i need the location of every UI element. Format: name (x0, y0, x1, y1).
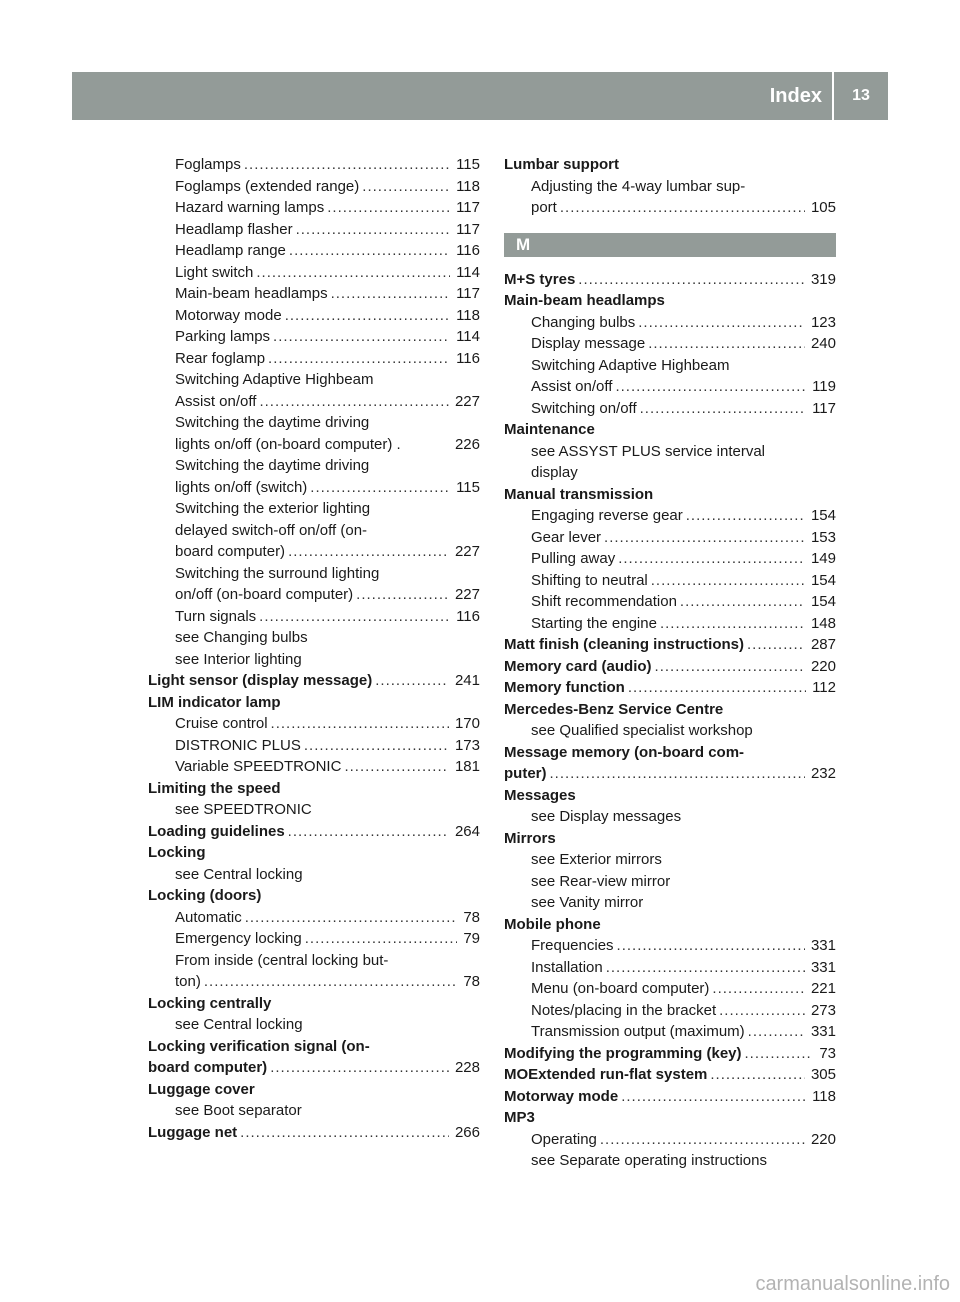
index-subentry (504, 548, 836, 570)
dot-leader (285, 305, 450, 327)
entry-text: Notes/placing in the bracket (531, 1001, 717, 1019)
page-reference: 79 (463, 930, 480, 947)
page-reference: 226 (454, 435, 480, 453)
dot-leader (288, 541, 449, 563)
entry-text: Manual transmission (504, 485, 654, 503)
page-reference: 228 (454, 1059, 480, 1076)
dot-leader (304, 735, 449, 757)
entry-text: ton) (175, 973, 201, 990)
dot-leader (271, 713, 449, 735)
dot-leader (245, 907, 458, 929)
index-subentry (504, 527, 836, 549)
entry-text: Luggage net (148, 1123, 238, 1141)
entry-text: display (531, 464, 578, 481)
entry-text: Headlamp range (175, 242, 286, 259)
page-reference: 149 (810, 550, 836, 567)
index-entry (148, 885, 480, 907)
entry-text: MOExtended run-flat system (504, 1066, 708, 1083)
index-entry (504, 1086, 836, 1108)
index-entry (148, 1036, 480, 1058)
index-subentry (148, 197, 480, 219)
page-reference: 118 (812, 1087, 836, 1105)
entry-text: Foglamps (175, 156, 241, 173)
entry-text: Turn signals (175, 607, 257, 625)
entry-text: Main-beam headlamps (504, 292, 665, 309)
entry-text: Rear foglamp (175, 349, 266, 367)
entry-text: Emergency locking (175, 930, 302, 947)
index-entry (504, 677, 836, 699)
entry-text: Variable SPEEDTRONIC (175, 758, 342, 775)
watermark: carmanualsonline.info (755, 1273, 950, 1295)
dot-leader (560, 197, 805, 219)
dot-leader (331, 283, 451, 305)
section-heading-m: M (504, 233, 836, 257)
page-reference: 148 (810, 614, 836, 632)
index-entries-l (504, 154, 836, 219)
entry-text: Transmission output (maximum) (531, 1023, 745, 1040)
index-subentry (504, 892, 836, 914)
entry-text: see Changing bulbs (175, 629, 308, 646)
index-entries-m (504, 269, 836, 1172)
index-entry (148, 692, 480, 714)
index-subentry (148, 627, 480, 649)
page-reference: 116 (456, 242, 480, 259)
index-subentry (504, 570, 836, 592)
entry-text: Display message (531, 335, 646, 352)
entry-text: Locking verification signal (on- (148, 1037, 370, 1055)
index-subentry (504, 849, 836, 871)
index-subentry (148, 563, 480, 585)
index-subentry (148, 219, 480, 241)
entry-text: Shifting to neutral (531, 571, 648, 589)
index-column-left (148, 154, 480, 1143)
index-entry (148, 821, 480, 843)
index-subentry (148, 649, 480, 671)
entry-text: see Central locking (175, 1016, 303, 1033)
page-reference: 115 (456, 478, 480, 496)
dot-leader (288, 821, 449, 843)
index-subentry (504, 398, 836, 420)
entry-text: puter) (504, 765, 547, 782)
entry-text: see Central locking (175, 865, 303, 883)
dot-leader (356, 584, 449, 606)
index-subentry (504, 1129, 836, 1151)
dot-leader (327, 197, 450, 219)
page-reference: 240 (810, 335, 836, 352)
page-reference: 117 (456, 199, 480, 216)
index-entry (504, 484, 836, 506)
index-subentry (148, 606, 480, 628)
dot-leader (621, 1086, 806, 1108)
index-entry (148, 778, 480, 800)
entry-text: Switching the surround lighting (175, 564, 380, 582)
dot-leader (270, 1057, 449, 1079)
index-subentry (148, 391, 480, 413)
page-reference: 118 (456, 306, 480, 324)
entry-text: lights on/off (on-board computer) . (175, 435, 401, 453)
dot-leader (712, 978, 805, 1000)
entry-text: port (531, 199, 557, 216)
index-subentry (148, 864, 480, 886)
index-subentry (504, 333, 836, 355)
entry-text: see ASSYST PLUS service interval (531, 442, 765, 460)
page-reference: 227 (454, 586, 480, 603)
index-subentry (148, 412, 480, 434)
page-reference: 123 (810, 313, 836, 331)
page-reference: 227 (454, 543, 480, 560)
index-column-right (504, 154, 836, 1172)
dot-leader (745, 1043, 814, 1065)
index-entry (148, 1057, 480, 1079)
page-reference: 305 (810, 1066, 836, 1083)
entry-text: Lumbar support (504, 156, 619, 173)
index-subentry (504, 591, 836, 613)
index-subentry (148, 799, 480, 821)
dot-leader (289, 240, 450, 262)
dot-leader (617, 935, 805, 957)
page-reference: 173 (454, 736, 480, 754)
dot-leader (638, 312, 805, 334)
index-subentry (148, 369, 480, 391)
page-title: Index (769, 85, 822, 107)
index-entry (504, 828, 836, 850)
index-subentry (504, 312, 836, 334)
index-subentry (148, 1014, 480, 1036)
dot-leader (268, 348, 450, 370)
index-subentry (148, 348, 480, 370)
page-reference: 170 (454, 715, 480, 732)
page-reference: 154 (810, 507, 836, 524)
entry-text: Switching the daytime driving (175, 414, 370, 431)
page-reference: 241 (454, 672, 480, 689)
dot-leader (748, 1021, 805, 1043)
entry-text: see Qualified specialist workshop (531, 722, 753, 739)
dot-leader (680, 591, 805, 613)
page-reference: 78 (463, 973, 480, 990)
entry-text: lights on/off (switch) (175, 478, 308, 496)
index-subentry (148, 907, 480, 929)
entry-text: DISTRONIC PLUS (175, 736, 301, 754)
index-subentry (504, 978, 836, 1000)
page-reference: 119 (812, 378, 836, 395)
dot-leader (710, 1064, 805, 1086)
index-entry (148, 1122, 480, 1144)
entry-text: delayed switch-off on/off (on- (175, 521, 368, 539)
entry-text: Memory function (504, 679, 625, 696)
page-reference: 154 (810, 593, 836, 610)
entry-text: Assist on/off (531, 378, 613, 395)
entry-text: see Vanity mirror (531, 894, 644, 911)
entry-text: Mirrors (504, 829, 556, 847)
entry-text: Mobile phone (504, 915, 601, 933)
page-reference: 73 (819, 1044, 836, 1062)
entry-text: Installation (531, 958, 603, 976)
index-subentry (148, 498, 480, 520)
dot-leader (204, 971, 457, 993)
entry-text: Automatic (175, 908, 242, 926)
page-reference: 114 (456, 328, 480, 345)
index-subentry (504, 871, 836, 893)
index-entry (148, 1079, 480, 1101)
page-reference: 331 (810, 958, 836, 976)
entry-text: Frequencies (531, 937, 614, 954)
entry-text: Assist on/off (175, 392, 257, 410)
index-subentry (504, 1150, 836, 1172)
entry-text: Loading guidelines (148, 822, 285, 840)
page-reference: 154 (810, 571, 836, 589)
entry-text: Mercedes-Benz Service Centre (504, 700, 724, 718)
entry-text: From inside (central locking but- (175, 951, 389, 969)
dot-leader (640, 398, 806, 420)
page-reference: 105 (810, 199, 836, 216)
dot-leader (550, 763, 805, 785)
page-reference: 227 (454, 392, 480, 410)
dot-leader (660, 613, 805, 635)
entry-text: Locking (148, 844, 206, 861)
index-subentry (504, 505, 836, 527)
index-entry (148, 842, 480, 864)
index-subentry (148, 176, 480, 198)
page-reference: 221 (810, 980, 836, 997)
index-subentry (504, 720, 836, 742)
page-reference: 232 (810, 765, 836, 782)
index-entry (504, 699, 836, 721)
entry-text: on/off (on-board computer) (175, 586, 354, 603)
index-entry (504, 742, 836, 764)
index-subentry (148, 154, 480, 176)
entry-text: see Display messages (531, 808, 682, 825)
index-subentry (148, 584, 480, 606)
index-subentry (148, 240, 480, 262)
index-subentry (148, 541, 480, 563)
index-entry (504, 269, 836, 291)
page-reference: 331 (810, 937, 836, 954)
entry-text: Luggage cover (148, 1080, 255, 1098)
entry-text: board computer) (148, 1059, 268, 1076)
index-subentry (148, 1100, 480, 1122)
entry-text: see Boot separator (175, 1102, 302, 1119)
index-subentry (504, 355, 836, 377)
index-subentry (504, 935, 836, 957)
index-subentry (148, 477, 480, 499)
dot-leader (362, 176, 450, 198)
entry-text: Memory card (audio) (504, 657, 652, 675)
index-entry (148, 993, 480, 1015)
index-entry (504, 656, 836, 678)
page-reference: 116 (456, 607, 480, 625)
index-subentry (148, 735, 480, 757)
index-subentry (148, 520, 480, 542)
index-subentry (504, 613, 836, 635)
dot-leader (256, 262, 450, 284)
page-header (72, 72, 888, 120)
dot-leader (719, 1000, 805, 1022)
entry-text: Matt finish (cleaning instructions) (504, 636, 745, 653)
page-reference: 117 (456, 220, 480, 238)
index-entry (504, 914, 836, 936)
entry-text: board computer) (175, 543, 286, 560)
entry-text: Locking (doors) (148, 887, 262, 904)
index-subentry (504, 462, 836, 484)
entry-text: Maintenance (504, 421, 595, 438)
entry-text: Motorway mode (175, 306, 282, 324)
dot-leader (606, 957, 805, 979)
index-subentry (148, 950, 480, 972)
entry-text: Changing bulbs (531, 313, 636, 331)
entry-text: see Separate operating instructions (531, 1152, 767, 1169)
entry-text: Messages (504, 786, 576, 804)
page-reference: 78 (463, 908, 480, 926)
dot-leader (578, 269, 805, 291)
index-entry (504, 290, 836, 312)
entry-text: Foglamps (extended range) (175, 177, 360, 195)
index-subentry (504, 376, 836, 398)
index-subentry (148, 928, 480, 950)
dot-leader (615, 376, 806, 398)
dot-leader (296, 219, 451, 241)
entry-text: Engaging reverse gear (531, 507, 683, 524)
entry-text: Switching the exterior lighting (175, 500, 371, 517)
entry-text: see Interior lighting (175, 650, 302, 668)
index-subentry (148, 756, 480, 778)
entry-text: see Rear-view mirror (531, 872, 671, 890)
index-subentry (504, 176, 836, 198)
page-reference: 319 (810, 270, 836, 288)
page-reference: 220 (810, 657, 836, 675)
index-entry (504, 1043, 836, 1065)
dot-leader (375, 670, 449, 692)
entry-text: Operating (531, 1130, 597, 1148)
index-entry (504, 1107, 836, 1129)
page-reference: 331 (810, 1023, 836, 1040)
entry-text: Motorway mode (504, 1087, 619, 1105)
entry-text: see SPEEDTRONIC (175, 801, 312, 818)
index-subentry (148, 455, 480, 477)
entry-text: LIM indicator lamp (148, 693, 281, 711)
dot-leader (747, 634, 805, 656)
page-reference: 220 (810, 1130, 836, 1148)
index-entry (504, 154, 836, 176)
entry-text: Parking lamps (175, 328, 271, 345)
dot-leader (618, 548, 805, 570)
index-subentry (148, 971, 480, 993)
entry-text: Switching the daytime driving (175, 457, 370, 474)
page-reference: 264 (454, 822, 480, 840)
index-entry (148, 670, 480, 692)
index-subentry (504, 1000, 836, 1022)
index-entry (504, 785, 836, 807)
entry-text: Limiting the speed (148, 779, 281, 797)
entry-text: Light switch (175, 263, 254, 281)
page-reference: 287 (810, 636, 836, 653)
entry-text: Menu (on-board computer) (531, 980, 710, 997)
index-subentry (148, 326, 480, 348)
index-subentry (148, 713, 480, 735)
page-reference: 153 (810, 528, 836, 546)
index-subentry (148, 305, 480, 327)
index-entry (504, 634, 836, 656)
page-reference: 115 (456, 156, 480, 173)
page-reference: 112 (812, 679, 836, 696)
entry-text: Headlamp flasher (175, 220, 293, 238)
entry-text: Shift recommendation (531, 593, 677, 610)
entry-text: Cruise control (175, 715, 268, 732)
page-reference: 181 (454, 758, 480, 775)
entry-text: Switching on/off (531, 399, 637, 417)
dot-leader (686, 505, 805, 527)
entry-text: M+S tyres (504, 270, 576, 288)
dot-leader (344, 756, 449, 778)
index-subentry (504, 957, 836, 979)
index-entry (504, 419, 836, 441)
dot-leader (273, 326, 450, 348)
page-reference: 266 (454, 1123, 480, 1141)
entry-text: Adjusting the 4-way lumbar sup- (531, 177, 746, 195)
entry-text: Hazard warning lamps (175, 199, 325, 216)
entry-text: Modifying the programming (key) (504, 1044, 742, 1062)
entry-text: Switching Adaptive Highbeam (175, 371, 374, 388)
entry-text: Locking centrally (148, 994, 272, 1012)
index-subentry (504, 441, 836, 463)
dot-leader (655, 656, 805, 678)
entry-text: Starting the engine (531, 614, 657, 632)
entry-text: see Exterior mirrors (531, 851, 662, 868)
page-reference: 118 (456, 177, 480, 195)
entry-text: Pulling away (531, 550, 616, 567)
page-reference: 117 (812, 399, 836, 417)
dot-leader (310, 477, 450, 499)
dot-leader (240, 1122, 449, 1144)
index-subentry (504, 1021, 836, 1043)
dot-leader (600, 1129, 805, 1151)
dot-leader (648, 333, 805, 355)
entry-text: Main-beam headlamps (175, 285, 328, 302)
dot-leader (259, 391, 449, 413)
index-entry (504, 1064, 836, 1086)
entry-text: Message memory (on-board com- (504, 743, 745, 761)
index-subentry (148, 262, 480, 284)
page-reference: 273 (810, 1001, 836, 1019)
page-reference: 116 (456, 349, 480, 367)
dot-leader (259, 606, 450, 628)
page-number: 13 (852, 87, 870, 104)
index-entry (504, 763, 836, 785)
dot-leader (628, 677, 806, 699)
entry-text: MP3 (504, 1109, 535, 1126)
page-reference: 117 (456, 285, 480, 302)
index-subentry (504, 806, 836, 828)
dot-leader (305, 928, 458, 950)
entry-text: Switching Adaptive Highbeam (531, 356, 730, 374)
page-reference: 114 (456, 263, 480, 281)
dot-leader (244, 154, 450, 176)
dot-leader (604, 527, 805, 549)
index-subentry (148, 434, 480, 456)
index-subentry (148, 283, 480, 305)
dot-leader (651, 570, 805, 592)
entry-text: Light sensor (display message) (148, 672, 373, 689)
index-subentry (504, 197, 836, 219)
entry-text: Gear lever (531, 528, 602, 546)
